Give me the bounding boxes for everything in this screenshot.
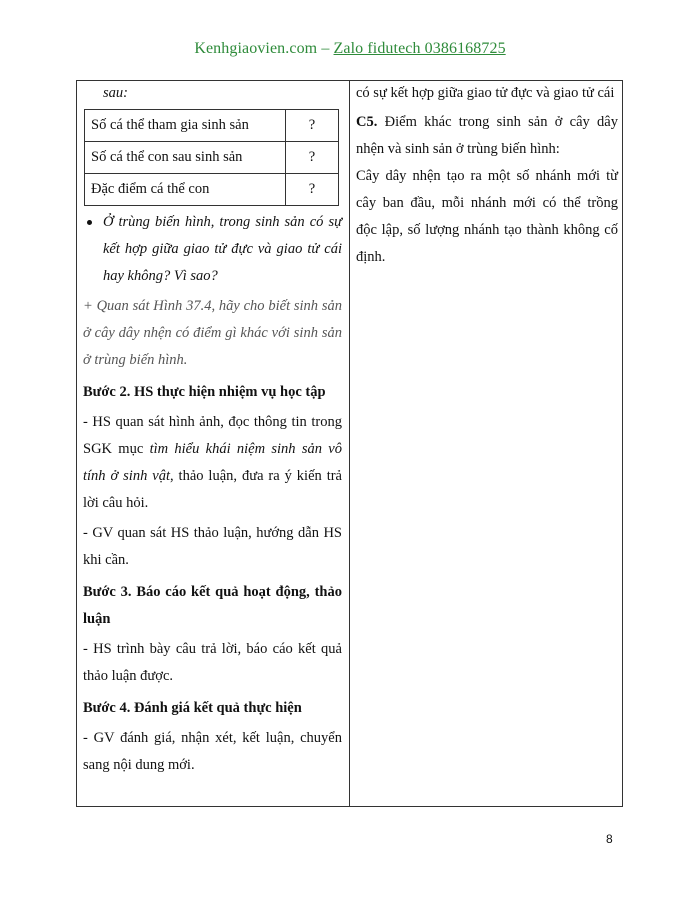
- table-intro: sau:: [103, 85, 128, 101]
- step3-paragraph-1: - HS trình bày câu trả lời, báo cáo kết quả thảo luận được.: [83, 641, 342, 684]
- step3-title: Bước 3. Báo cáo kết quả hoạt động, thảo luận: [83, 584, 342, 627]
- c5-answer: Cây dây nhện tạo ra một số nhánh mới từ cây ban đầu, mỗi nhánh mới có thể trồng độc lập, số lượng nhánh tạo thành không cố định.: [356, 168, 618, 265]
- step2-text-c: , thảo luận, đưa ra ý kiến trả lời câu hỏi.: [83, 468, 342, 511]
- step2-text-a: - HS quan sát hình ảnh, đọc thông tin trong SGK mục: [83, 414, 342, 457]
- bullet-question-text: Ở trùng biến hình, trong sinh sản có sự kết hợp giữa giao tử đực và giao tử cái hay không? Vì sao?: [103, 214, 342, 284]
- c5-label: C5.: [356, 114, 378, 130]
- answer-continuation: có sự kết hợp giữa giao tử đực và giao tử cái: [356, 85, 615, 101]
- page-number: 8: [606, 832, 613, 846]
- c5-answer-heading: [356, 109, 618, 163]
- left-column: [83, 80, 342, 779]
- column-divider: [349, 80, 350, 807]
- step4-title: Bước 4. Đánh giá kết quả thực hiện: [83, 700, 302, 716]
- step4-paragraph-1: - GV đánh giá, nhận xét, kết luận, chuyển sang nội dung mới.: [83, 730, 342, 773]
- step2-paragraph-1: [83, 409, 342, 517]
- row-value: ?: [286, 142, 339, 174]
- row-label: Số cá thể tham gia sinh sản: [85, 110, 286, 142]
- step2-paragraph-2: - GV quan sát HS thảo luận, hướng dẫn HS khi cần.: [83, 525, 342, 568]
- step2-title: Bước 2. HS thực hiện nhiệm vụ học tập: [83, 384, 326, 400]
- right-column: [356, 80, 618, 271]
- site-name[interactable]: Kenhgiaovien.com: [194, 40, 318, 57]
- row-value: ?: [286, 110, 339, 142]
- header-separator: –: [317, 40, 334, 57]
- table-row: [85, 174, 339, 206]
- zalo-link[interactable]: Zalo fidutech 0386168725: [333, 40, 506, 57]
- step2-text-b: tìm hiểu khái niệm sinh sản vô tính ở sinh vật: [83, 441, 342, 484]
- c5-text: Điểm khác trong sinh sản ở cây dây nhện và sinh sản ở trùng biến hình:: [356, 114, 618, 157]
- page-header: [0, 40, 700, 58]
- plus-question: + Quan sát Hình 37.4, hãy cho biết sinh sản ở cây dây nhện có điểm gì khác với sinh sản ở trùng biến hình.: [83, 298, 342, 368]
- row-label: Số cá thể con sau sinh sản: [85, 142, 286, 174]
- bullet-question: [83, 209, 342, 290]
- table-row: [85, 110, 339, 142]
- comparison-table: [84, 109, 339, 206]
- bullet-icon: [87, 220, 92, 225]
- row-label: Đặc điểm cá thể con: [85, 174, 286, 206]
- row-value: ?: [286, 174, 339, 206]
- table-row: [85, 142, 339, 174]
